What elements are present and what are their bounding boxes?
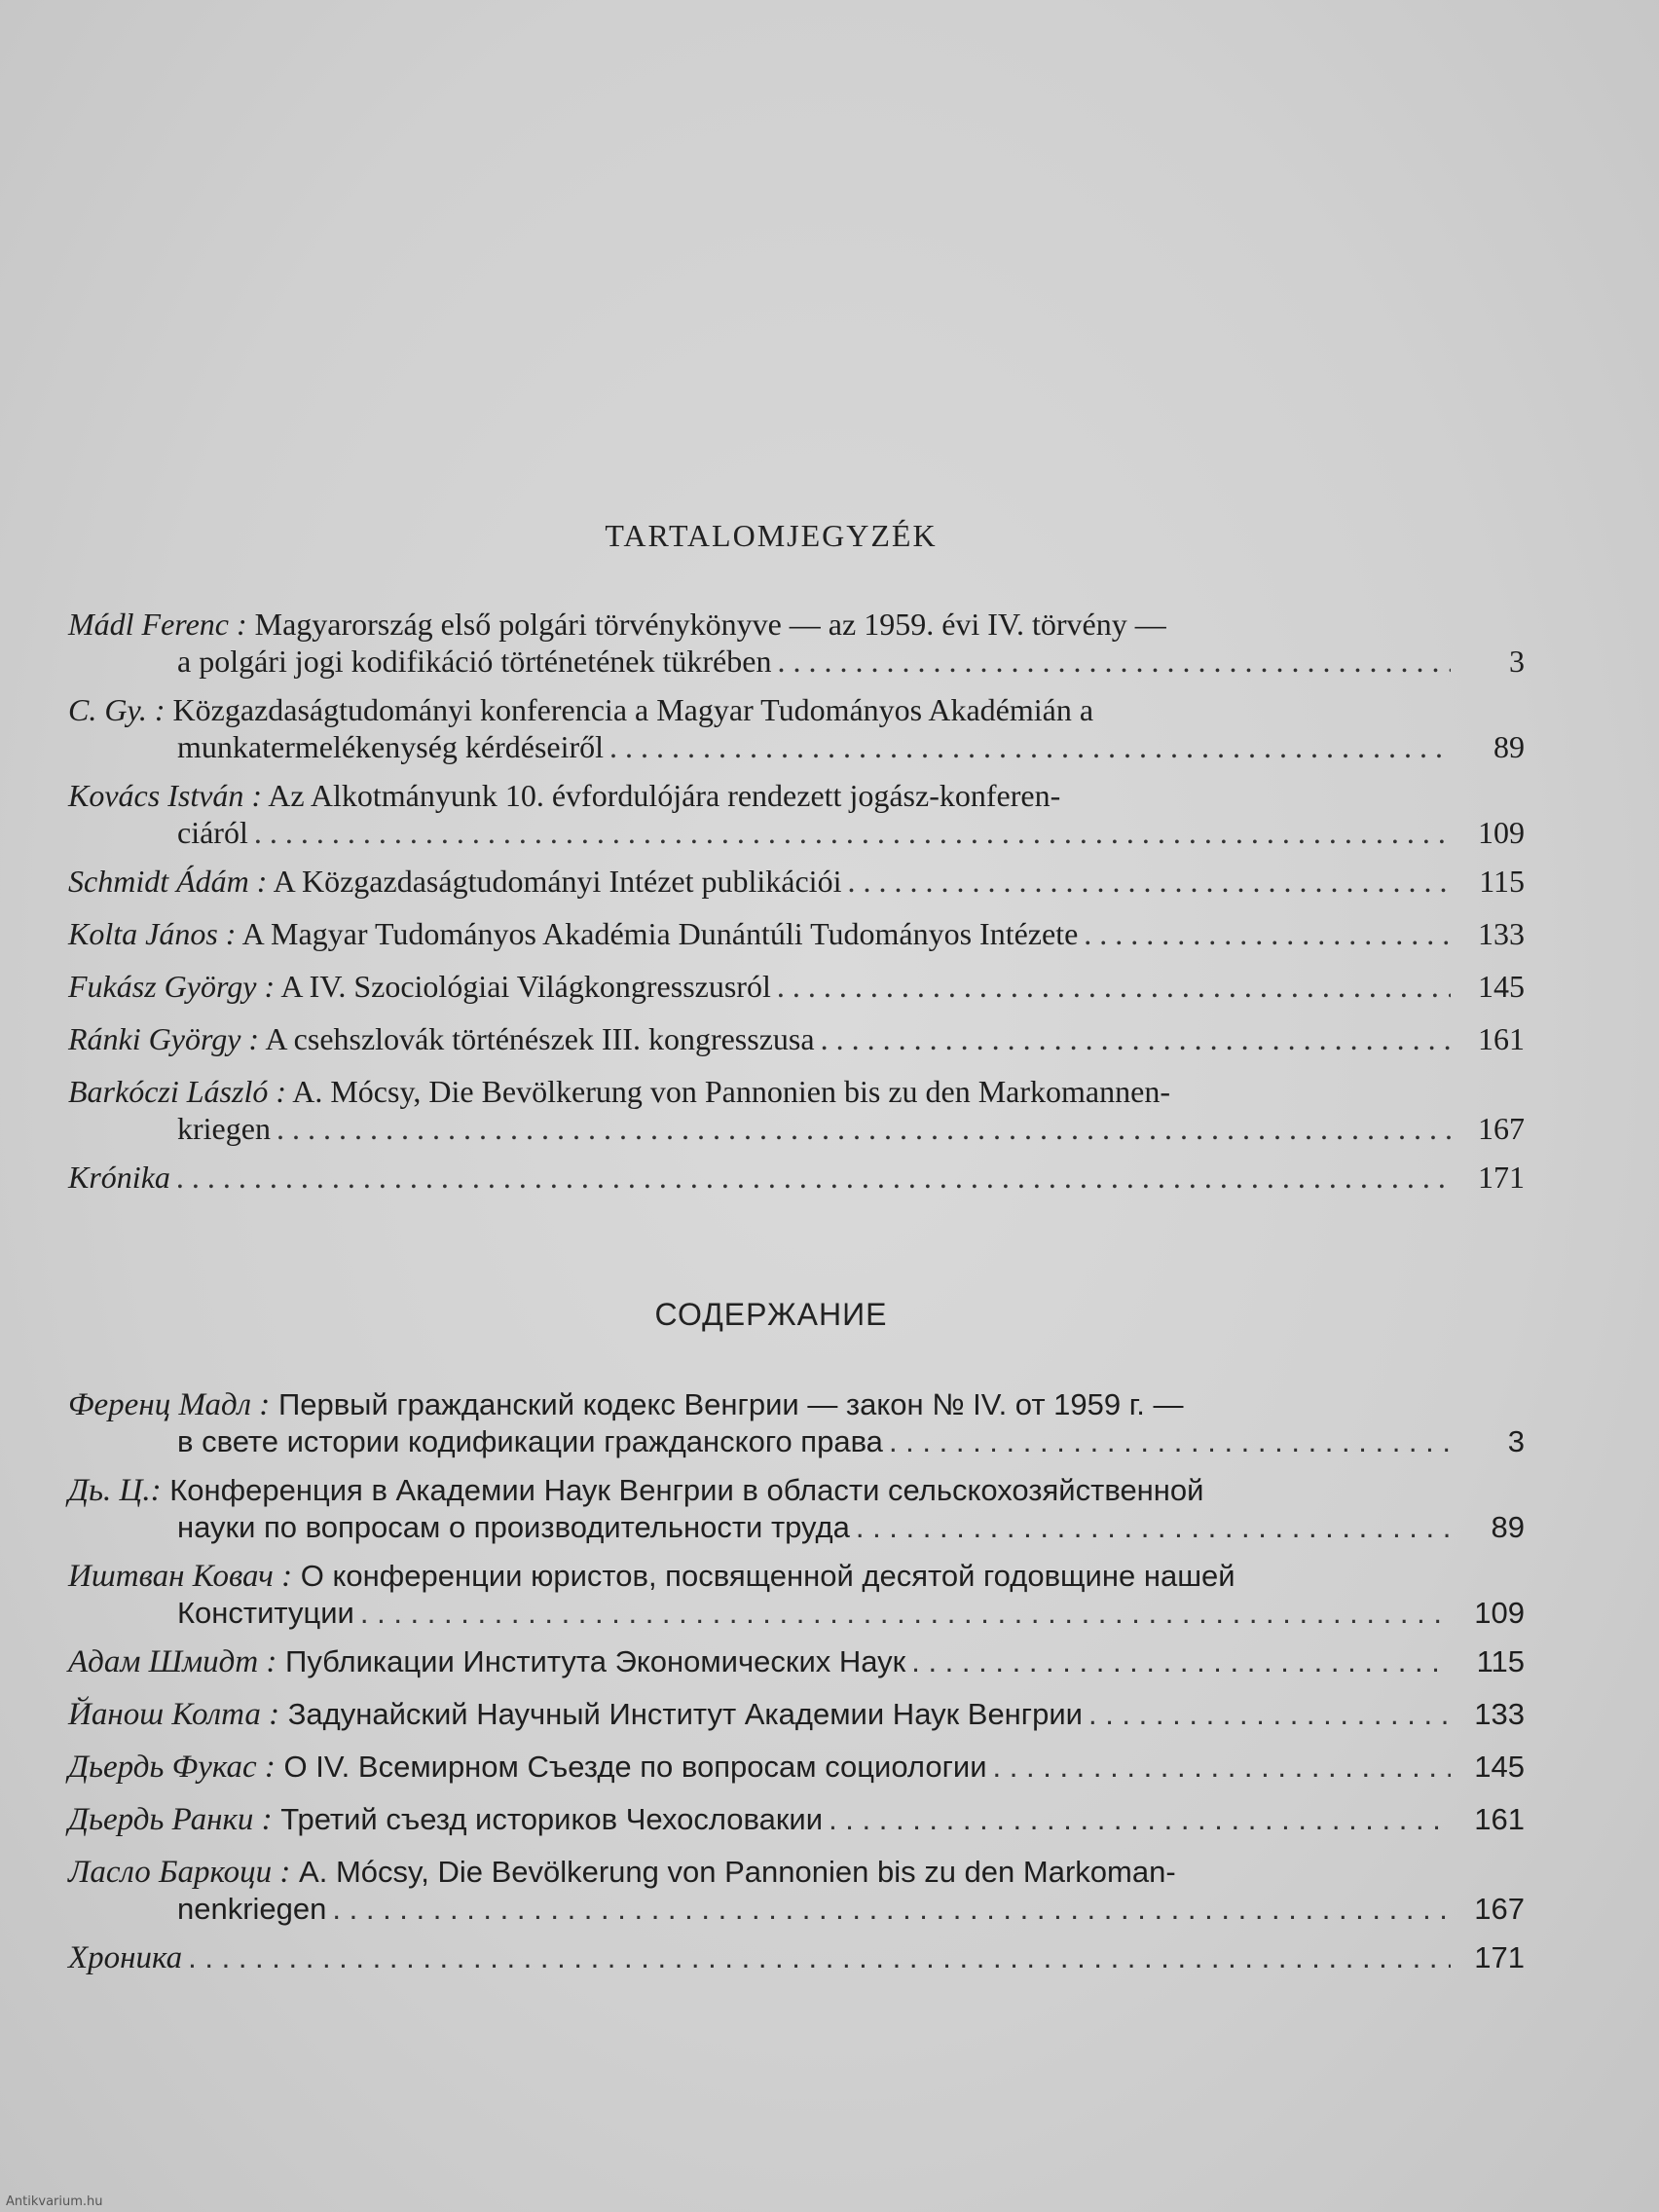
entry-page: 161	[1474, 1802, 1525, 1836]
toc-entry	[68, 1696, 1525, 1747]
dot-leader	[829, 1801, 1451, 1838]
entry-author: Дьердь Ранки :	[68, 1802, 273, 1837]
toc-entry	[68, 777, 1525, 861]
entry-title: A. Mócsy, Die Bevölkerung von Pannonien bis zu den Markomannen-	[292, 1074, 1170, 1109]
entry-author: Йанош Колта :	[68, 1697, 280, 1732]
entry-author: Ференц Мадл :	[68, 1387, 271, 1422]
toc-entry	[68, 968, 1525, 1018]
entry-page: 171	[1474, 1940, 1525, 1974]
entry-page: 3	[1507, 1424, 1525, 1458]
entry-page: 145	[1478, 969, 1525, 1004]
entry-title: О конференции юристов, посвященной десятой годовщине нашей	[300, 1559, 1235, 1593]
entry-author: Barkóczi László :	[68, 1074, 286, 1109]
dot-leader	[821, 1020, 1451, 1057]
toc-entry	[68, 1020, 1525, 1071]
dot-leader	[1084, 915, 1451, 952]
entry-page: 89	[1493, 729, 1525, 764]
entry-title-continued: a polgári jogi kodifikáció történetének tükrében	[177, 644, 772, 679]
toc-entry	[68, 1386, 1525, 1470]
entry-title-continued: nenkriegen	[177, 1892, 327, 1926]
entry-title: Конференция в Академии Наук Венгрии в области сельскохозяйственной	[169, 1473, 1204, 1507]
entry-page: 171	[1478, 1160, 1525, 1195]
entry-author: Schmidt Ádám :	[68, 864, 268, 899]
entry-author: Дь. Ц.:	[68, 1473, 162, 1508]
dot-leader	[856, 1509, 1451, 1546]
entry-title-continued: kriegen	[177, 1111, 271, 1146]
entry-page: 133	[1478, 916, 1525, 951]
toc-entry	[68, 863, 1525, 913]
dot-leader	[276, 1110, 1451, 1147]
entry-page: 109	[1478, 815, 1525, 850]
entry-title: Публикации Института Экономических Наук	[285, 1644, 906, 1678]
entry-title: Первый гражданский кодекс Венгрии — закон № IV. от 1959 г. —	[277, 1387, 1184, 1421]
toc-title-hungarian: TARTALOMJEGYZÉK	[605, 518, 938, 553]
dot-leader	[889, 1423, 1451, 1460]
entry-author: Ránki György :	[68, 1021, 260, 1056]
entry-title-continued: науки по вопросам о производительности труда	[177, 1510, 850, 1544]
watermark: Antikvarium.hu	[6, 2194, 103, 2209]
entry-title-continued: ciáról	[177, 815, 248, 850]
dot-leader	[254, 814, 1451, 851]
entry-author: Хроника	[68, 1940, 183, 1975]
entry-title: A csehszlovák történészek III. kongresszusa	[265, 1021, 815, 1056]
entry-author: Ласло Баркоци :	[68, 1855, 291, 1890]
entry-page: 115	[1479, 864, 1525, 899]
entry-title: Magyarország első polgári törvénykönyve — az 1959. évi IV. törvény —	[254, 607, 1166, 642]
entry-author: C. Gy. :	[68, 692, 166, 727]
entry-title: A Magyar Tudományos Akadémia Dunántúli Tudományos Intézete	[241, 916, 1079, 951]
toc-list-russian	[68, 1386, 1525, 1990]
entry-page: 167	[1474, 1892, 1525, 1926]
entry-page: 133	[1474, 1697, 1525, 1731]
toc-entry	[68, 1749, 1525, 1799]
entry-title: Задунайский Научный Институт Академии Наук Венгрии	[287, 1697, 1083, 1731]
toc-list-hungarian	[68, 606, 1525, 1209]
toc-entry	[68, 1643, 1525, 1694]
entry-page: 115	[1476, 1644, 1525, 1678]
entry-title: A. Mócsy, Die Bevölkerung von Pannonien bis zu den Markoman-	[299, 1855, 1176, 1889]
entry-title: Третий съезд историков Чехословакии	[280, 1802, 824, 1836]
toc-entry	[68, 1472, 1525, 1556]
entry-author: Krónika	[68, 1160, 170, 1195]
toc-entry	[68, 1159, 1525, 1209]
toc-entry	[68, 1939, 1525, 1990]
entry-title: Az Alkotmányunk 10. évfordulójára rendezett jogász-konferen-	[268, 778, 1061, 813]
dot-leader	[360, 1595, 1451, 1632]
dot-leader	[332, 1891, 1451, 1928]
entry-page: 3	[1509, 644, 1525, 679]
toc-entry	[68, 691, 1525, 775]
dot-leader	[777, 968, 1451, 1005]
toc-entry	[68, 1073, 1525, 1157]
dot-leader	[1088, 1696, 1451, 1733]
entry-page: 109	[1474, 1596, 1525, 1630]
entry-author: Иштван Ковач :	[68, 1559, 293, 1594]
toc-entry	[68, 1854, 1525, 1937]
toc-entry	[68, 915, 1525, 966]
dot-leader	[188, 1939, 1451, 1976]
entry-title-continued: Конституции	[177, 1596, 354, 1630]
entry-page: 167	[1478, 1111, 1525, 1146]
toc-title-russian: СОДЕРЖАНИЕ	[654, 1297, 888, 1332]
entry-title: A Közgazdaságtudományi Intézet publikációi	[273, 864, 842, 899]
toc-entry	[68, 1801, 1525, 1852]
dot-leader	[609, 728, 1451, 765]
dot-leader	[847, 863, 1451, 900]
entry-author: Kolta János :	[68, 916, 237, 951]
entry-page: 145	[1474, 1750, 1525, 1784]
dot-leader	[993, 1749, 1451, 1786]
dot-leader	[777, 643, 1451, 680]
entry-title-continued: munkatermelékenység kérdéseiről	[177, 729, 605, 764]
entry-title: A IV. Szociológiai Világkongresszusról	[280, 969, 771, 1004]
entry-author: Kovács István :	[68, 778, 263, 813]
dot-leader	[176, 1159, 1451, 1196]
entry-title-continued: в свете истории кодификации гражданского права	[177, 1424, 883, 1458]
entry-title: Közgazdaságtudományi konferencia a Magyar Tudományos Akadémián a	[172, 692, 1094, 727]
toc-entry	[68, 1558, 1525, 1641]
entry-page: 89	[1491, 1510, 1525, 1544]
entry-author: Mádl Ferenc :	[68, 607, 247, 642]
entry-author: Адам Шмидт :	[68, 1644, 277, 1679]
entry-author: Дьердь Фукас :	[68, 1750, 276, 1785]
dot-leader	[911, 1643, 1451, 1680]
entry-page: 161	[1478, 1021, 1525, 1056]
entry-author: Fukász György :	[68, 969, 276, 1004]
toc-entry	[68, 606, 1525, 689]
entry-title: О IV. Всемирном Съезде по вопросам социологии	[283, 1750, 987, 1784]
